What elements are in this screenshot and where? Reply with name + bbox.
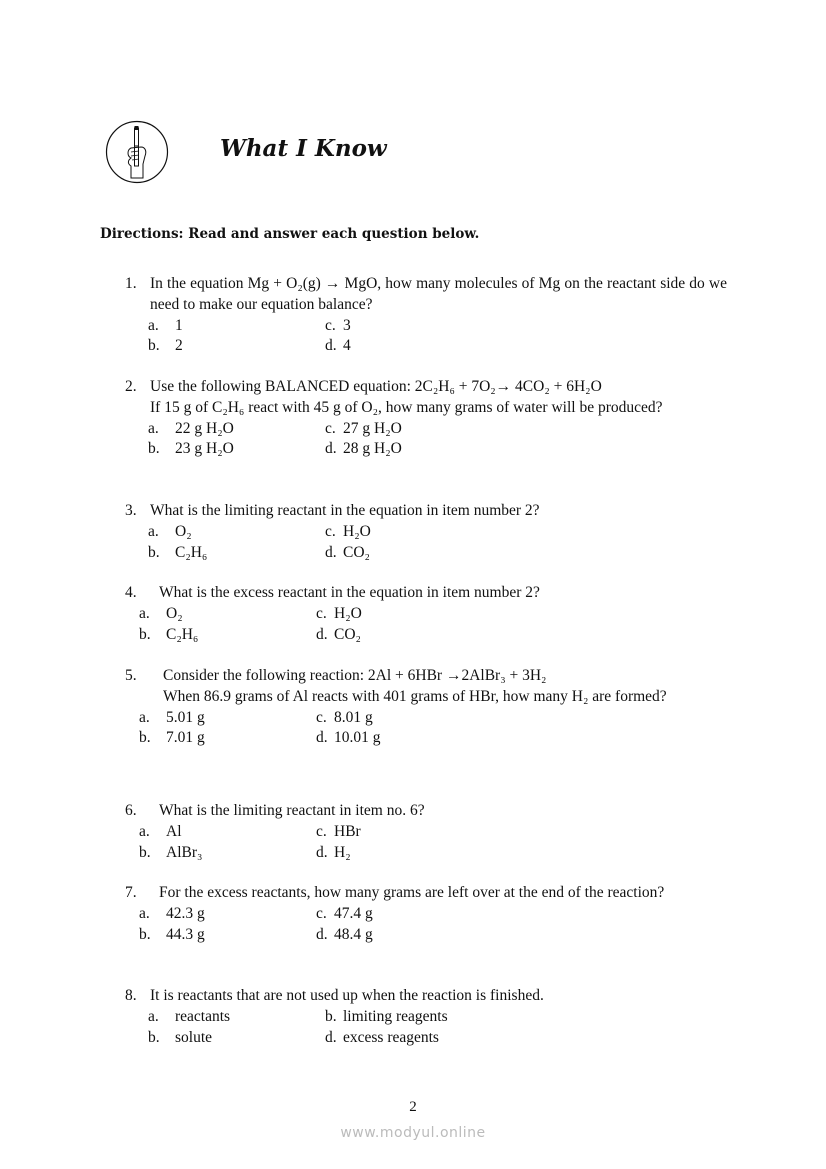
- option-letter: c.: [316, 604, 327, 622]
- answer-option[interactable]: [139, 708, 316, 729]
- question-item: [125, 666, 727, 749]
- option-text: 44.3 g: [166, 925, 205, 943]
- option-letter: a.: [139, 708, 150, 726]
- section-title: What I Know: [220, 135, 387, 162]
- option-letter: a.: [148, 419, 159, 437]
- answer-options: [148, 1007, 727, 1049]
- option-text: 22 g H₂O: [175, 419, 234, 437]
- option-letter: c.: [316, 708, 327, 726]
- answer-option[interactable]: [148, 522, 325, 543]
- option-letter: b.: [139, 625, 151, 643]
- question-text: Use the following BALANCED equation: 2C₂H₆ + 7O₂→ 4CO₂ + 6H₂O: [150, 378, 602, 395]
- option-letter: b.: [139, 843, 151, 861]
- option-letter: b.: [139, 729, 151, 747]
- question-item: [125, 883, 727, 945]
- question-number: 7.: [125, 884, 137, 901]
- answer-option[interactable]: [325, 439, 727, 460]
- answer-option[interactable]: [316, 925, 727, 946]
- option-text: C₂H₆: [175, 543, 208, 561]
- option-letter: c.: [325, 522, 336, 540]
- question-text: When 86.9 grams of Al reacts with 401 grams of HBr, how many H₂ are formed?: [163, 687, 667, 705]
- option-text: H₂O: [334, 604, 362, 622]
- option-text: H₂O: [343, 522, 371, 540]
- option-text: AlBr₃: [166, 843, 203, 861]
- option-letter: b.: [148, 1028, 160, 1046]
- option-letter: a.: [148, 522, 159, 540]
- answer-option[interactable]: [316, 728, 727, 749]
- answer-option[interactable]: [325, 1028, 727, 1049]
- question-text: What is the limiting reactant in item no. 6?: [159, 802, 425, 819]
- answer-option[interactable]: [316, 708, 727, 729]
- question-item: [125, 501, 727, 563]
- question-text: For the excess reactants, how many grams are left over at the end of the reaction?: [159, 884, 665, 901]
- answer-option[interactable]: [148, 1007, 325, 1028]
- option-text: 2: [175, 337, 183, 355]
- option-text: 28 g H₂O: [343, 440, 402, 458]
- answer-option[interactable]: [316, 604, 727, 625]
- option-text: HBr: [334, 822, 361, 840]
- option-letter: a.: [148, 316, 159, 334]
- answer-option[interactable]: [139, 728, 316, 749]
- option-text: 42.3 g: [166, 904, 205, 922]
- option-letter: d.: [316, 925, 328, 943]
- question-item: [125, 801, 727, 863]
- option-text: 7.01 g: [166, 729, 205, 747]
- question-text: Consider the following reaction: 2Al + 6HBr →2AlBr₃ + 3H₂: [163, 667, 547, 684]
- answer-options: [139, 708, 727, 750]
- option-letter: b.: [148, 440, 160, 458]
- option-text: 5.01 g: [166, 708, 205, 726]
- option-letter: a.: [148, 1007, 159, 1025]
- answer-option[interactable]: [148, 419, 325, 440]
- option-letter: b.: [148, 543, 160, 561]
- option-text: Al: [166, 822, 182, 840]
- answer-option[interactable]: [325, 316, 727, 337]
- option-text: 1: [175, 316, 183, 334]
- hand-holding-pencil-icon: [105, 120, 169, 184]
- option-text: solute: [175, 1028, 213, 1046]
- option-text: O₂: [166, 604, 183, 622]
- question-number: 4.: [125, 584, 137, 601]
- question-item: [125, 377, 727, 460]
- option-letter: a.: [139, 904, 150, 922]
- option-letter: b.: [148, 337, 160, 355]
- answer-option[interactable]: [316, 904, 727, 925]
- answer-option[interactable]: [148, 1028, 325, 1049]
- answer-option[interactable]: [139, 822, 316, 843]
- page-number: 2: [409, 1099, 417, 1115]
- answer-option[interactable]: [325, 543, 727, 564]
- option-text: CO₂: [334, 625, 361, 643]
- option-text: H₂: [334, 843, 351, 861]
- answer-option[interactable]: [139, 925, 316, 946]
- answer-options: [148, 419, 727, 461]
- answer-option[interactable]: [148, 336, 325, 357]
- option-text: 23 g H₂O: [175, 440, 234, 458]
- option-text: 4: [343, 337, 351, 355]
- answer-option[interactable]: [325, 522, 727, 543]
- option-letter: d.: [325, 1028, 337, 1046]
- answer-option[interactable]: [316, 843, 727, 864]
- option-letter: d.: [316, 625, 328, 643]
- question-text: If 15 g of C₂H₆ react with 45 g of O₂, how many grams of water will be produced?: [150, 398, 663, 416]
- question-number: 5.: [125, 667, 137, 684]
- option-letter: c.: [316, 822, 327, 840]
- answer-option[interactable]: [139, 604, 316, 625]
- option-text: limiting reagents: [343, 1007, 448, 1025]
- question-number: 3.: [125, 502, 137, 519]
- option-letter: a.: [139, 604, 150, 622]
- option-text: 8.01 g: [334, 708, 373, 726]
- option-text: 27 g H₂O: [343, 419, 402, 437]
- answer-option[interactable]: [139, 843, 316, 864]
- question-text: What is the limiting reactant in the equation in item number 2?: [150, 502, 540, 519]
- question-text: In the equation Mg + O₂(g) → MgO, how many molecules of Mg on the reactant side do we need to make our equation balance?: [150, 275, 727, 313]
- question-number: 8.: [125, 987, 137, 1004]
- answer-option[interactable]: [325, 336, 727, 357]
- option-text: O₂: [175, 522, 192, 540]
- answer-option[interactable]: [148, 543, 325, 564]
- option-letter: a.: [139, 822, 150, 840]
- option-letter: c.: [316, 904, 327, 922]
- answer-options: [139, 904, 727, 946]
- option-letter: c.: [325, 419, 336, 437]
- option-letter: c.: [325, 316, 336, 334]
- option-text: reactants: [175, 1007, 231, 1025]
- option-text: 47.4 g: [334, 904, 373, 922]
- answer-option[interactable]: [316, 822, 727, 843]
- question-item: [125, 583, 727, 645]
- option-letter: d.: [316, 843, 328, 861]
- option-letter: d.: [316, 729, 328, 747]
- option-text: 48.4 g: [334, 925, 373, 943]
- directions: Directions: Read and answer each question below.: [100, 226, 480, 242]
- answer-options: [148, 316, 727, 358]
- answer-option[interactable]: [139, 625, 316, 646]
- answer-option[interactable]: [316, 625, 727, 646]
- answer-option[interactable]: [148, 316, 325, 337]
- question-item: [125, 274, 727, 357]
- question-text: It is reactants that are not used up when the reaction is finished.: [150, 987, 544, 1004]
- option-text: 3: [343, 316, 351, 334]
- option-text: C₂H₆: [166, 625, 199, 643]
- option-text: 10.01 g: [334, 729, 381, 747]
- question-item: [125, 986, 727, 1048]
- answer-options: [139, 822, 727, 864]
- option-letter: b.: [139, 925, 151, 943]
- option-text: CO₂: [343, 543, 370, 561]
- option-letter: d.: [325, 440, 337, 458]
- answer-option[interactable]: [325, 419, 727, 440]
- answer-option[interactable]: [325, 1007, 727, 1028]
- option-letter: b.: [325, 1007, 337, 1025]
- option-letter: d.: [325, 543, 337, 561]
- answer-options: [148, 522, 727, 564]
- watermark: www.modyul.online: [340, 1125, 486, 1141]
- answer-option[interactable]: [139, 904, 316, 925]
- answer-options: [139, 604, 727, 646]
- option-text: excess reagents: [343, 1028, 439, 1046]
- option-letter: d.: [325, 337, 337, 355]
- question-text: What is the excess reactant in the equation in item number 2?: [159, 584, 540, 601]
- answer-option[interactable]: [148, 439, 325, 460]
- question-number: 1.: [125, 275, 137, 292]
- question-number: 6.: [125, 802, 137, 819]
- question-number: 2.: [125, 378, 137, 395]
